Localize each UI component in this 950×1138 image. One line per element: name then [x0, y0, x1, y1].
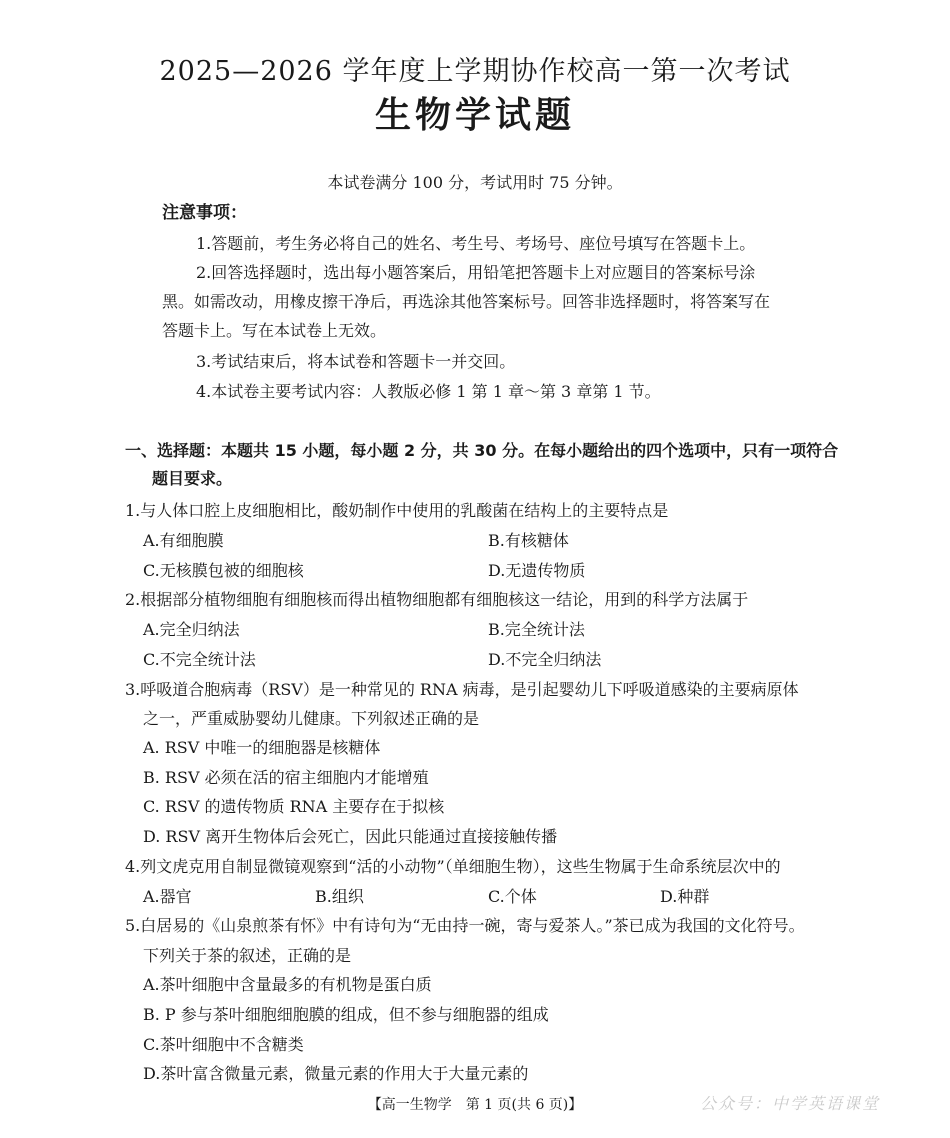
question-3-option-b: B. RSV 必须在活的宿主细胞内才能增殖: [143, 768, 429, 787]
question-4-stem: 4.列文虎克用自制显微镜观察到“活的小动物”（单细胞生物），这些生物属于生命系统层次中的: [125, 857, 781, 876]
section-heading-line-1: 一、选择题：本题共 15 小题，每小题 2 分，共 30 分。在每小题给出的四个选项中，只有一项符合: [125, 441, 839, 460]
subject-title: 生物学试题: [374, 95, 575, 136]
question-3-option-c: C. RSV 的遗传物质 RNA 主要存在于拟核: [143, 797, 445, 816]
note-2-line-3: 答题卡上。写在本试卷上无效。: [162, 321, 387, 340]
exam-meta: 本试卷满分 100 分，考试用时 75 分钟。: [327, 173, 623, 192]
question-1-option-a: A.有细胞膜: [143, 531, 224, 550]
exam-title: 2025—2026 学年度上学期协作校高一第一次考试: [159, 56, 791, 87]
question-5-option-b: B. P 参与茶叶细胞细胞膜的组成，但不参与细胞器的组成: [143, 1005, 549, 1024]
section-heading-line-2: 题目要求。: [152, 469, 233, 488]
question-1-option-c: C.无核膜包被的细胞核: [143, 561, 304, 580]
question-4-option-b: B.组织: [315, 887, 364, 906]
question-4-option-d: D.种群: [660, 887, 710, 906]
question-3-stem-line-1: 3.呼吸道合胞病毒（RSV）是一种常见的 RNA 病毒，是引起婴幼儿下呼吸道感染的主要病原体: [125, 680, 799, 699]
question-5-option-a: A.茶叶细胞中含量最多的有机物是蛋白质: [143, 975, 432, 994]
watermark: 公众号：中学英语课堂: [700, 1094, 881, 1113]
question-5-option-c: C.茶叶细胞中不含糖类: [143, 1035, 304, 1054]
question-3-stem-line-2: 之一，严重威胁婴幼儿健康。下列叙述正确的是: [143, 709, 480, 728]
note-2-line-2: 黑。如需改动，用橡皮擦干净后，再选涂其他答案标号。回答非选择题时，将答案写在: [162, 292, 771, 311]
note-2-line-1: 2.回答选择题时，选出每小题答案后，用铅笔把答题卡上对应题目的答案标号涂: [196, 263, 756, 282]
question-2-option-b: B.完全统计法: [488, 620, 585, 639]
question-2-stem: 2.根据部分植物细胞有细胞核而得出植物细胞都有细胞核这一结论，用到的科学方法属于: [125, 590, 749, 609]
notes-heading: 注意事项：: [162, 203, 247, 223]
note-1: 1.答题前，考生务必将自己的姓名、考生号、考场号、座位号填写在答题卡上。: [196, 234, 756, 253]
question-5-option-d: D.茶叶富含微量元素，微量元素的作用大于大量元素的: [143, 1064, 529, 1083]
question-2-option-d: D.不完全归纳法: [488, 650, 602, 669]
question-4-option-a: A.器官: [143, 887, 192, 906]
question-1-option-d: D.无遗传物质: [488, 561, 586, 580]
question-4-option-c: C.个体: [488, 887, 537, 906]
note-4: 4.本试卷主要考试内容：人教版必修 1 第 1 章～第 3 章第 1 节。: [196, 382, 661, 401]
question-1-option-b: B.有核糖体: [488, 531, 569, 550]
question-5-stem-line-2: 下列关于茶的叙述，正确的是: [143, 946, 352, 965]
question-1-stem: 1.与人体口腔上皮细胞相比，酸奶制作中使用的乳酸菌在结构上的主要特点是: [125, 501, 669, 520]
page-footer: 【高一生物学 第 1 页(共 6 页)】: [367, 1097, 583, 1113]
question-2-option-a: A.完全归纳法: [143, 620, 240, 639]
question-5-stem-line-1: 5.白居易的《山泉煎茶有怀》中有诗句为“无由持一碗，寄与爱茶人。”茶已成为我国的文化符号。: [125, 916, 805, 935]
question-3-option-d: D. RSV 离开生物体后会死亡，因此只能通过直接接触传播: [143, 827, 558, 846]
question-2-option-c: C.不完全统计法: [143, 650, 256, 669]
note-3: 3.考试结束后，将本试卷和答题卡一并交回。: [196, 352, 516, 371]
question-3-option-a: A. RSV 中唯一的细胞器是核糖体: [143, 738, 381, 757]
